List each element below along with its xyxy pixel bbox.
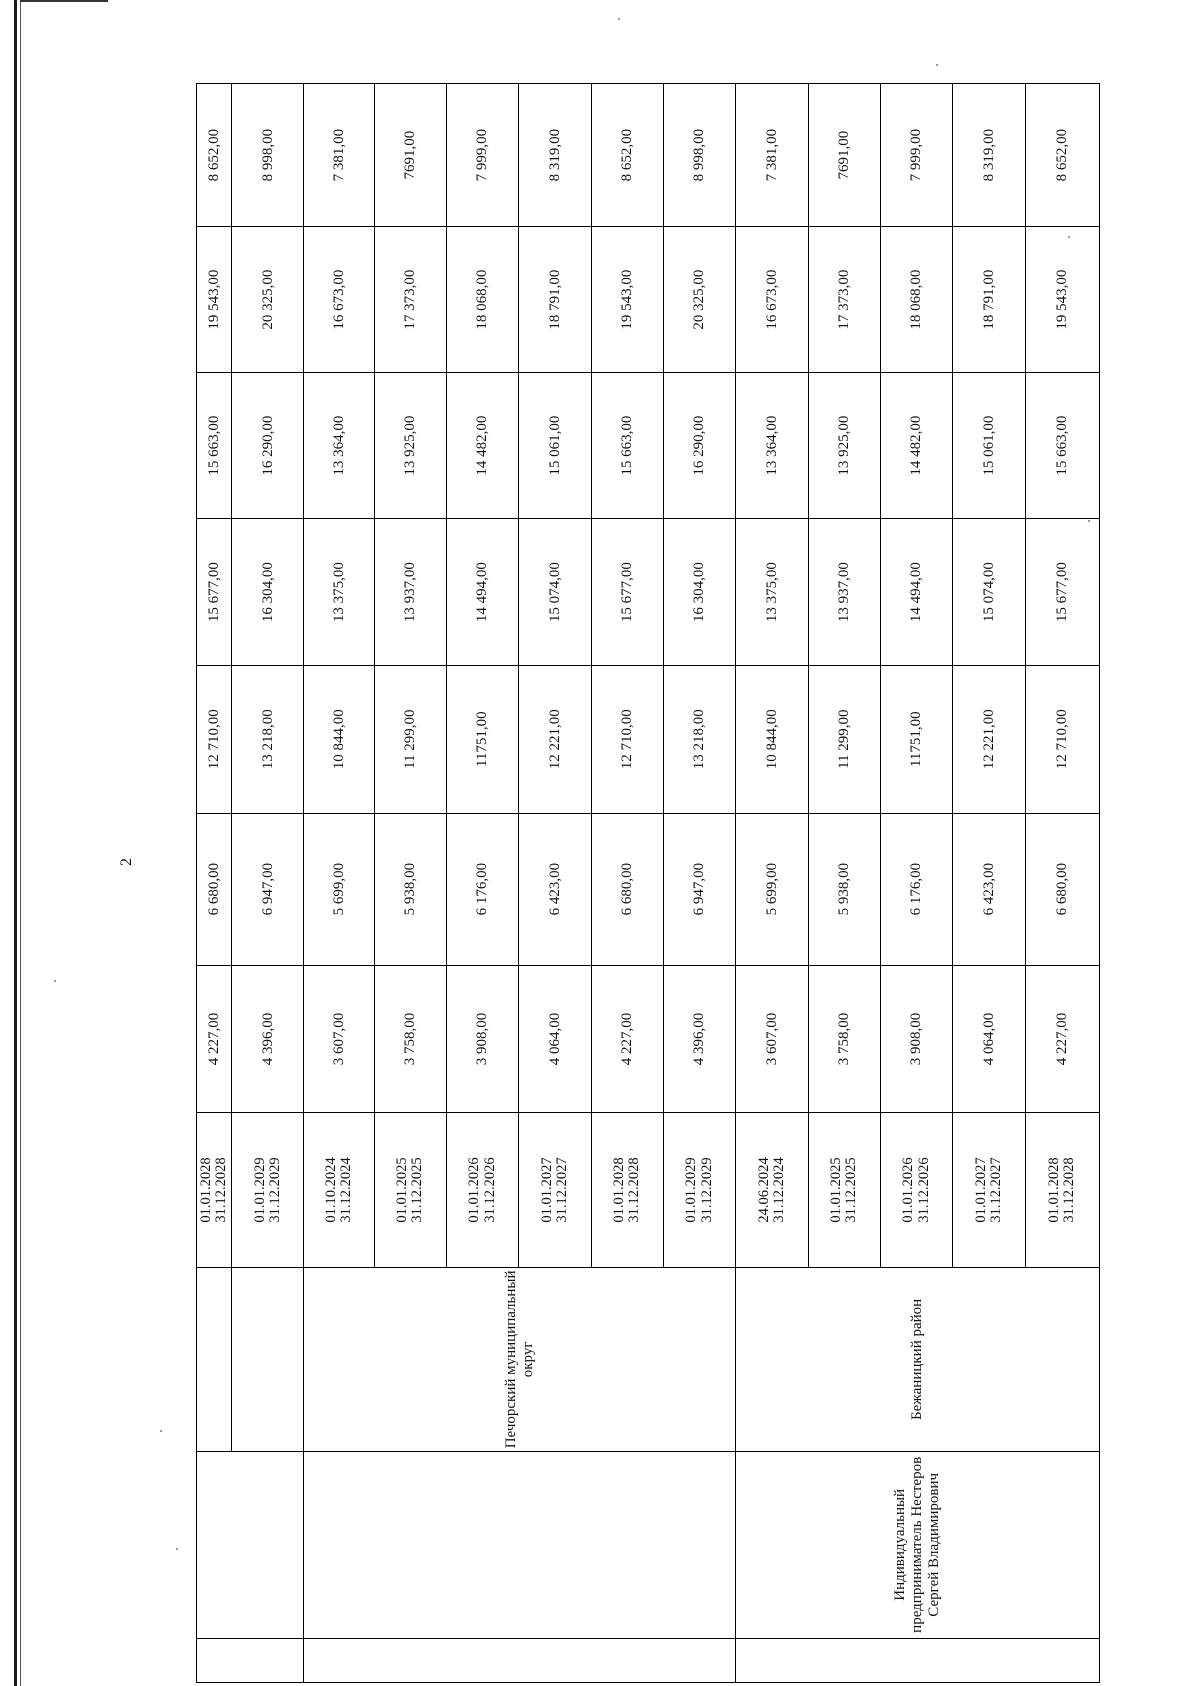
period-end: 31.12.2026 <box>915 1157 932 1223</box>
period-start: 01.01.2026 <box>466 1157 483 1223</box>
tariff-value-cell: 13 925,00 <box>374 372 446 519</box>
row-number-cell <box>304 1638 736 1682</box>
tariff-value-cell: 4 227,00 <box>1025 965 1100 1113</box>
tariff-value-cell: 12 221,00 <box>519 665 591 813</box>
tariff-value-cell: 10 844,00 <box>304 665 374 813</box>
tariff-value-cell: 13 937,00 <box>374 519 446 666</box>
tariff-value-cell: 19 543,00 <box>197 227 232 372</box>
tariff-value-cell: 19 543,00 <box>1025 227 1100 372</box>
tariff-value-cell: 7 999,00 <box>880 84 952 227</box>
page-number: 2 <box>118 858 135 866</box>
tariff-value-cell: 15 663,00 <box>197 372 232 519</box>
tariff-value-cell: 8 998,00 <box>663 84 735 227</box>
period-end: 31.12.2028 <box>1061 1157 1078 1223</box>
period-cell <box>1025 1113 1100 1267</box>
period-end: 31.12.2027 <box>553 1157 570 1223</box>
scan-speck <box>1068 236 1070 238</box>
tariff-value-cell: 8 998,00 <box>232 84 304 227</box>
scan-edge-inner <box>20 0 21 1686</box>
tariff-value-cell: 12 710,00 <box>197 665 232 813</box>
tariff-value-cell: 13 218,00 <box>232 665 304 813</box>
tariff-value-cell: 6 176,00 <box>447 813 519 965</box>
tariff-value-cell: 8 319,00 <box>953 84 1025 227</box>
period-end: 31.12.2029 <box>266 1157 283 1223</box>
tariff-value-cell: 18 791,00 <box>953 227 1025 372</box>
tariff-value-cell: 4 227,00 <box>591 965 663 1113</box>
period-start: 01.01.2028 <box>1046 1157 1063 1223</box>
tariff-value-cell: 7 381,00 <box>736 84 808 227</box>
tariff-value-cell: 7 381,00 <box>304 84 374 227</box>
tariff-value-cell: 13 364,00 <box>304 372 374 519</box>
period-cell <box>880 1113 952 1267</box>
tariff-value-cell: 7691,00 <box>808 84 880 227</box>
table-row <box>232 84 304 1683</box>
table-body <box>197 84 1100 1683</box>
tariff-value-cell: 16 673,00 <box>736 227 808 372</box>
period-start: 01.01.2029 <box>683 1157 700 1223</box>
tariff-value-cell: 13 375,00 <box>736 519 808 666</box>
tariff-value-cell: 8 652,00 <box>197 84 232 227</box>
tariff-value-cell: 4 396,00 <box>663 965 735 1113</box>
tariff-value-cell: 14 494,00 <box>880 519 952 666</box>
period-end: 31.12.2026 <box>481 1157 498 1223</box>
period-end: 31.12.2025 <box>843 1157 860 1223</box>
tariff-value-cell: 20 325,00 <box>663 227 735 372</box>
tariff-value-cell: 4 064,00 <box>953 965 1025 1113</box>
scan-speck <box>618 18 620 20</box>
tariff-value-cell: 8 652,00 <box>1025 84 1100 227</box>
tariff-value-cell: 3 758,00 <box>808 965 880 1113</box>
tariff-value-cell: 17 373,00 <box>374 227 446 372</box>
tariff-value-cell: 4 227,00 <box>197 965 232 1113</box>
scan-top-mark <box>20 0 108 2</box>
territory-cell <box>232 1267 304 1451</box>
scan-speck <box>54 980 56 982</box>
period-cell <box>591 1113 663 1267</box>
period-start: 01.01.2027 <box>972 1157 989 1223</box>
period-cell <box>232 1113 304 1267</box>
table-row <box>304 84 374 1683</box>
period-end: 31.12.2028 <box>626 1157 643 1223</box>
tariff-value-cell: 3 607,00 <box>736 965 808 1113</box>
tariff-value-cell: 5 938,00 <box>808 813 880 965</box>
tariff-value-cell: 13 375,00 <box>304 519 374 666</box>
period-start: 01.01.2028 <box>197 1157 214 1223</box>
tariff-value-cell: 3 607,00 <box>304 965 374 1113</box>
tariff-value-cell: 16 673,00 <box>304 227 374 372</box>
tariff-value-cell: 14 494,00 <box>447 519 519 666</box>
tariff-value-cell: 6 423,00 <box>953 813 1025 965</box>
period-cell <box>663 1113 735 1267</box>
period-end: 31.12.2028 <box>213 1157 230 1223</box>
table-row <box>736 84 808 1683</box>
tariff-value-cell: 16 290,00 <box>232 372 304 519</box>
period-start: 01.01.2025 <box>394 1157 411 1223</box>
period-start: 01.01.2029 <box>251 1157 268 1223</box>
period-end: 31.12.2029 <box>698 1157 715 1223</box>
tariff-value-cell: 4 396,00 <box>232 965 304 1113</box>
territory-cell <box>197 1267 232 1451</box>
period-end: 31.12.2024 <box>338 1157 355 1223</box>
tariff-value-cell: 6 947,00 <box>232 813 304 965</box>
tariff-value-cell: 13 364,00 <box>736 372 808 519</box>
tariff-value-cell: 15 663,00 <box>1025 372 1100 519</box>
scan-speck <box>1088 520 1090 522</box>
tariff-value-cell: 7691,00 <box>374 84 446 227</box>
scan-speck <box>160 1430 162 1432</box>
tariff-value-cell: 16 304,00 <box>232 519 304 666</box>
tariff-value-cell: 15 061,00 <box>953 372 1025 519</box>
tariff-value-cell: 15 677,00 <box>1025 519 1100 666</box>
tariff-value-cell: 15 663,00 <box>591 372 663 519</box>
tariff-value-cell: 11 299,00 <box>808 665 880 813</box>
rotated-table-container <box>196 83 1100 1683</box>
tariff-value-cell: 15 074,00 <box>519 519 591 666</box>
tariff-value-cell: 11751,00 <box>447 665 519 813</box>
period-start: 01.01.2028 <box>611 1157 628 1223</box>
tariff-value-cell: 14 482,00 <box>880 372 952 519</box>
row-number-cell <box>736 1638 1100 1682</box>
tariff-value-cell: 8 652,00 <box>591 84 663 227</box>
period-cell <box>736 1113 808 1267</box>
scan-speck <box>176 1548 178 1550</box>
tariff-value-cell: 12 710,00 <box>1025 665 1100 813</box>
period-end: 31.12.2025 <box>409 1157 426 1223</box>
scan-edge <box>14 0 17 1686</box>
period-cell <box>197 1113 232 1267</box>
tariff-value-cell: 6 423,00 <box>519 813 591 965</box>
row-number-cell <box>197 1638 304 1682</box>
territory-cell: Печорский муниципальный округ <box>304 1267 736 1451</box>
tariff-value-cell: 14 482,00 <box>447 372 519 519</box>
period-cell <box>519 1113 591 1267</box>
tariff-value-cell: 15 677,00 <box>197 519 232 666</box>
tariff-value-cell: 5 699,00 <box>304 813 374 965</box>
tariff-value-cell: 6 680,00 <box>197 813 232 965</box>
tariff-value-cell: 16 290,00 <box>663 372 735 519</box>
tariff-table <box>196 83 1100 1683</box>
period-cell <box>953 1113 1025 1267</box>
period-start: 01.01.2025 <box>828 1157 844 1223</box>
tariff-value-cell: 3 758,00 <box>374 965 446 1113</box>
tariff-value-cell: 13 925,00 <box>808 372 880 519</box>
tariff-value-cell: 18 068,00 <box>880 227 952 372</box>
tariff-value-cell: 10 844,00 <box>736 665 808 813</box>
tariff-value-cell: 13 218,00 <box>663 665 735 813</box>
tariff-value-cell: 5 938,00 <box>374 813 446 965</box>
period-cell <box>808 1113 880 1267</box>
tariff-value-cell: 19 543,00 <box>591 227 663 372</box>
scan-speck <box>936 64 938 66</box>
period-start: 24.06.2024 <box>755 1157 772 1223</box>
tariff-value-cell: 15 074,00 <box>953 519 1025 666</box>
period-cell <box>304 1113 374 1267</box>
period-end: 31.12.2027 <box>987 1157 1004 1223</box>
tariff-value-cell: 8 319,00 <box>519 84 591 227</box>
territory-cell: Бежаницкий район <box>736 1267 1100 1451</box>
tariff-value-cell: 4 064,00 <box>519 965 591 1113</box>
tariff-value-cell: 6 680,00 <box>591 813 663 965</box>
period-cell <box>374 1113 446 1267</box>
table-row <box>197 84 232 1683</box>
period-end: 31.12.2024 <box>770 1157 787 1223</box>
tariff-value-cell: 7 999,00 <box>447 84 519 227</box>
operator-cell <box>304 1452 736 1639</box>
tariff-value-cell: 6 176,00 <box>880 813 952 965</box>
tariff-value-cell: 15 061,00 <box>519 372 591 519</box>
operator-cell: Индивидуальный предприниматель Нестеров Сергей Владимирович <box>736 1452 1100 1639</box>
tariff-value-cell: 11 299,00 <box>374 665 446 813</box>
tariff-value-cell: 18 791,00 <box>519 227 591 372</box>
tariff-value-cell: 6 680,00 <box>1025 813 1100 965</box>
tariff-value-cell: 20 325,00 <box>232 227 304 372</box>
period-start: 01.01.2026 <box>900 1157 917 1223</box>
tariff-value-cell: 5 699,00 <box>736 813 808 965</box>
tariff-value-cell: 13 937,00 <box>808 519 880 666</box>
tariff-value-cell: 16 304,00 <box>663 519 735 666</box>
tariff-value-cell: 15 677,00 <box>591 519 663 666</box>
tariff-value-cell: 12 710,00 <box>591 665 663 813</box>
tariff-value-cell: 3 908,00 <box>880 965 952 1113</box>
tariff-value-cell: 6 947,00 <box>663 813 735 965</box>
tariff-value-cell: 17 373,00 <box>808 227 880 372</box>
tariff-value-cell: 11751,00 <box>880 665 952 813</box>
period-start: 01.01.2027 <box>538 1157 555 1223</box>
tariff-value-cell: 3 908,00 <box>447 965 519 1113</box>
period-start: 01.10.2024 <box>322 1157 339 1223</box>
tariff-value-cell: 12 221,00 <box>953 665 1025 813</box>
operator-cell <box>197 1452 304 1639</box>
period-cell <box>447 1113 519 1267</box>
tariff-value-cell: 18 068,00 <box>447 227 519 372</box>
